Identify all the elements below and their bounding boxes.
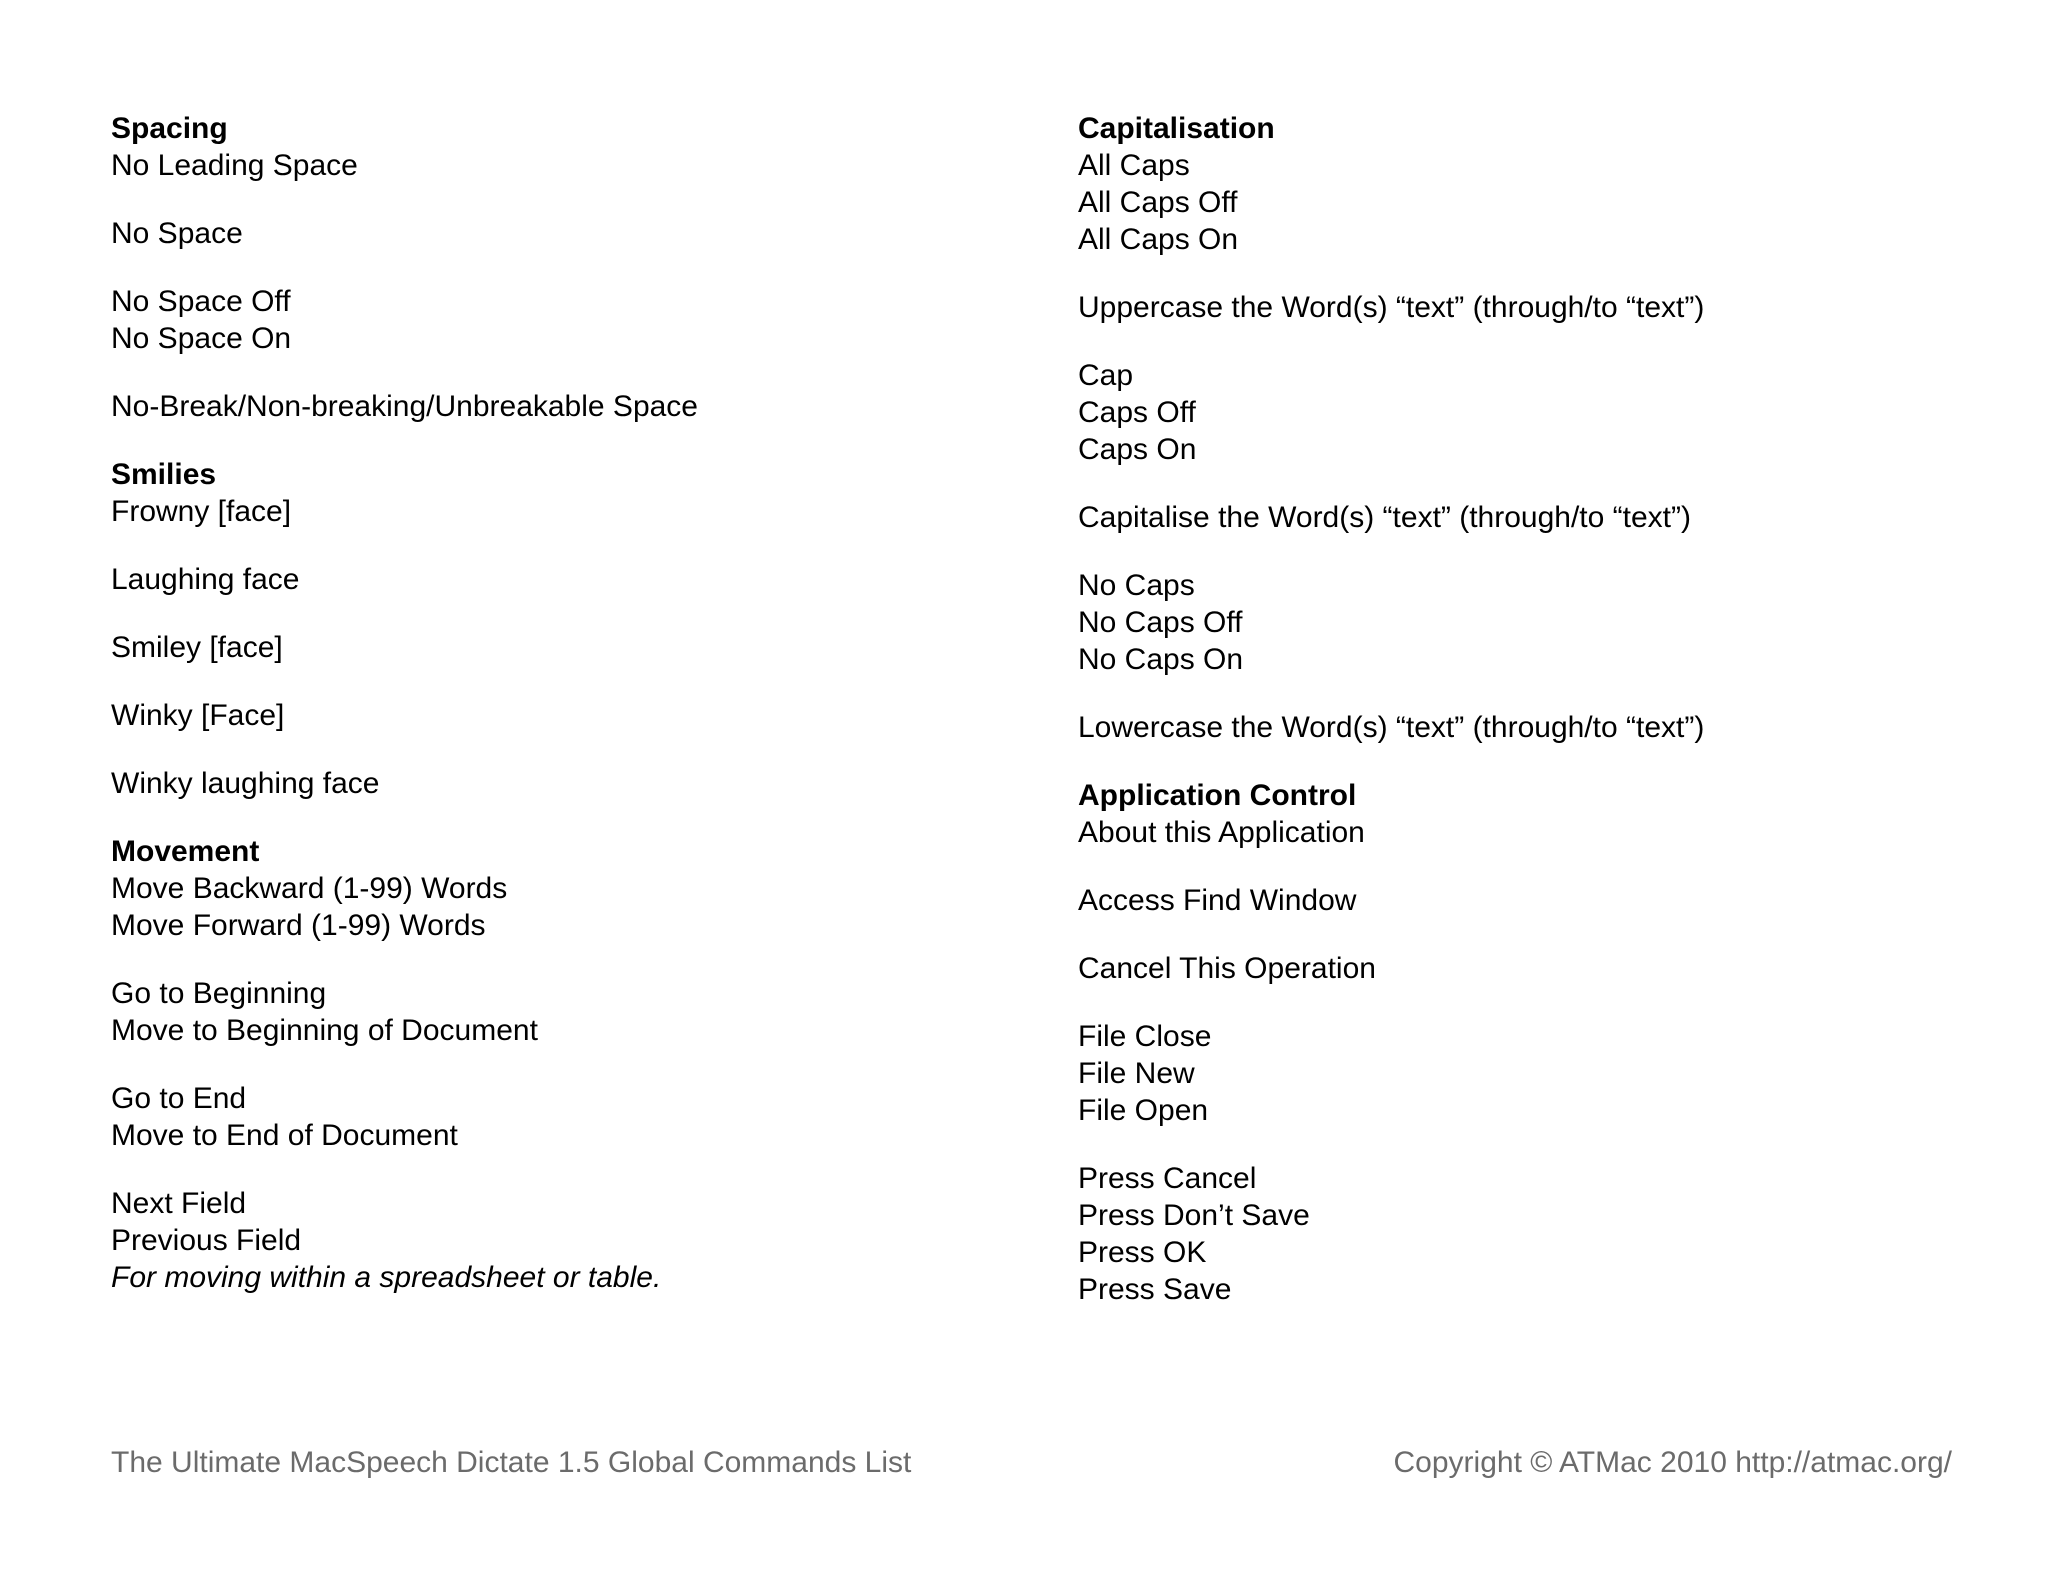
command-group [111,147,1011,184]
command-item: All Caps [1078,149,1190,182]
command-item: No Caps [1078,569,1195,602]
command-group [1078,709,1978,746]
command-item: Press Don’t Save [1078,1199,1310,1232]
footer-title: The Ultimate MacSpeech Dictate 1.5 Global Commands List [111,1446,912,1479]
command-item: Laughing face [111,563,300,596]
section-title-application-control: Application Control [1078,779,1357,812]
command-group [111,697,1011,734]
command-group [111,283,1011,357]
command-group [111,870,1011,944]
command-item: About this Application [1078,816,1365,849]
command-group [1078,882,1978,919]
command-item: Access Find Window [1078,884,1357,917]
command-item: Move Backward (1-99) Words [111,872,508,905]
command-group [111,1080,1011,1154]
section-title-smilies: Smilies [111,458,217,491]
command-group [1078,1018,1978,1129]
command-item: Caps On [1078,433,1197,466]
left-column [111,110,1011,1327]
command-item: Cancel This Operation [1078,952,1376,985]
section-title-movement: Movement [111,835,260,868]
command-item: File Open [1078,1094,1209,1127]
command-item: File New [1078,1057,1195,1090]
command-item: No Space On [111,322,292,355]
command-item: File Close [1078,1020,1212,1053]
command-item: No Caps Off [1078,606,1243,639]
command-item: Move Forward (1-99) Words [111,909,486,942]
command-item: Winky [Face] [111,699,285,732]
section-title-spacing: Spacing [111,112,228,145]
command-group [111,388,1011,425]
command-item: No Space Off [111,285,291,318]
command-group [111,975,1011,1049]
command-group [111,629,1011,666]
command-group [1078,499,1978,536]
command-group [111,215,1011,252]
command-item: Go to End [111,1082,247,1115]
command-group [1078,950,1978,987]
command-group [111,1185,1011,1296]
footer-copyright: Copyright © ATMac 2010 http://atmac.org/ [1393,1446,1952,1479]
command-group [1078,147,1978,258]
command-item: Capitalise the Word(s) “text” (through/to “text”) [1078,501,1691,534]
command-group [1078,567,1978,678]
command-item: Caps Off [1078,396,1196,429]
command-group [1078,289,1978,326]
command-item: No-Break/Non-breaking/Unbreakable Space [111,390,698,423]
command-item: All Caps Off [1078,186,1238,219]
command-group [1078,357,1978,468]
command-item: No Caps On [1078,643,1244,676]
command-item: Uppercase the Word(s) “text” (through/to “text”) [1078,291,1705,324]
command-item: Cap [1078,359,1134,392]
movement-note: For moving within a spreadsheet or table. [111,1261,662,1294]
command-group [1078,814,1978,851]
command-item: Lowercase the Word(s) “text” (through/to “text”) [1078,711,1705,744]
command-item: Press OK [1078,1236,1207,1269]
command-item: All Caps On [1078,223,1239,256]
command-item: Move to End of Document [111,1119,458,1152]
command-group [111,765,1011,802]
section-title-capitalisation: Capitalisation [1078,112,1275,145]
command-item: No Leading Space [111,149,358,182]
command-item: Press Cancel [1078,1162,1257,1195]
right-column [1078,110,1978,1339]
command-group [111,493,1011,530]
command-item: Next Field [111,1187,247,1220]
command-item: Move to Beginning of Document [111,1014,538,1047]
command-item: Winky laughing face [111,767,380,800]
command-item: Previous Field [111,1224,302,1257]
command-item: No Space [111,217,243,250]
command-group [1078,1160,1978,1308]
command-group [111,561,1011,598]
command-item: Smiley [face] [111,631,283,664]
command-item: Press Save [1078,1273,1232,1306]
command-item: Go to Beginning [111,977,327,1010]
command-item: Frowny [face] [111,495,292,528]
